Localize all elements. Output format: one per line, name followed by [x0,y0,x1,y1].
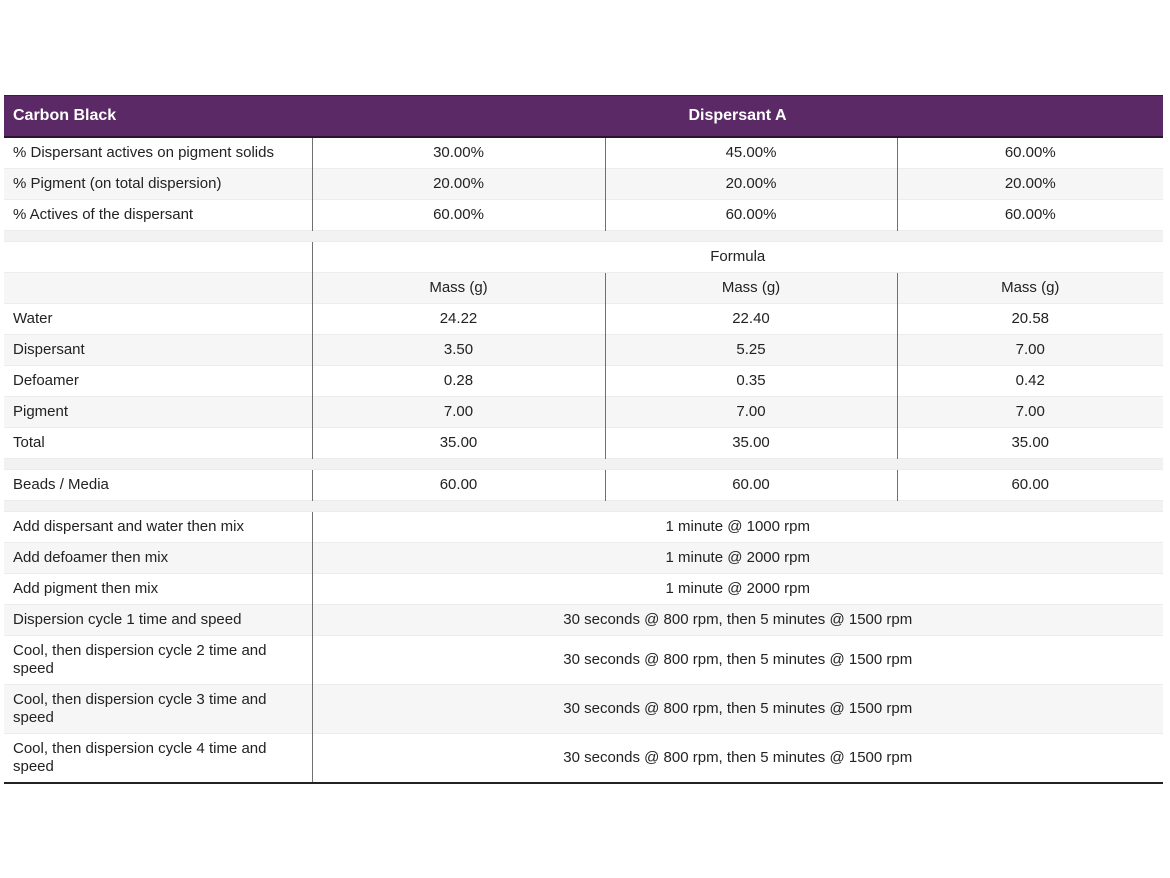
cell-value: 60.00% [312,200,605,231]
cell-value: 3.50 [312,335,605,366]
cell-value: 7.00 [312,397,605,428]
row-label: % Dispersant actives on pigment solids [4,137,312,169]
formulation-table-container [4,95,1163,784]
process-value: 1 minute @ 2000 rpm [312,574,1163,605]
process-row [4,685,1163,734]
ratio-row [4,200,1163,231]
process-row [4,734,1163,784]
cell-value: 60.00% [897,200,1163,231]
formula-total-row [4,428,1163,459]
row-label: Total [4,428,312,459]
row-label: Defoamer [4,366,312,397]
formula-row [4,335,1163,366]
cell-value: 7.00 [897,335,1163,366]
row-label: Add defoamer then mix [4,543,312,574]
cell-value: 20.00% [605,169,897,200]
formulation-table [4,95,1163,784]
row-label: Cool, then dispersion cycle 2 time and speed [4,636,312,685]
row-label: Cool, then dispersion cycle 4 time and speed [4,734,312,784]
row-label: Pigment [4,397,312,428]
process-value: 1 minute @ 2000 rpm [312,543,1163,574]
cell-value: 45.00% [605,137,897,169]
ratio-row [4,137,1163,169]
cell-value: 60.00 [897,470,1163,501]
row-label: % Pigment (on total dispersion) [4,169,312,200]
row-label: Add pigment then mix [4,574,312,605]
process-value: 30 seconds @ 800 rpm, then 5 minutes @ 1500 rpm [312,734,1163,784]
row-label: % Actives of the dispersant [4,200,312,231]
process-value: 30 seconds @ 800 rpm, then 5 minutes @ 1500 rpm [312,636,1163,685]
formula-row [4,366,1163,397]
empty-cell [4,242,312,273]
cell-value: 60.00% [897,137,1163,169]
cell-value: 5.25 [605,335,897,366]
process-row [4,574,1163,605]
formula-title-row [4,242,1163,273]
cell-value: 60.00 [605,470,897,501]
row-label: Dispersion cycle 1 time and speed [4,605,312,636]
cell-value: 60.00% [605,200,897,231]
section-spacer [4,231,1163,242]
row-label: Dispersant [4,335,312,366]
cell-value: 35.00 [312,428,605,459]
mass-header: Mass (g) [605,273,897,304]
row-label: Add dispersant and water then mix [4,512,312,543]
process-value: 30 seconds @ 800 rpm, then 5 minutes @ 1500 rpm [312,685,1163,734]
formula-row [4,397,1163,428]
empty-cell [4,273,312,304]
formula-row [4,304,1163,335]
cell-value: 7.00 [897,397,1163,428]
section-spacer [4,501,1163,512]
cell-value: 7.00 [605,397,897,428]
cell-value: 24.22 [312,304,605,335]
cell-value: 20.00% [897,169,1163,200]
beads-row [4,470,1163,501]
header-pigment-name: Carbon Black [4,96,312,138]
cell-value: 0.28 [312,366,605,397]
process-value: 1 minute @ 1000 rpm [312,512,1163,543]
mass-header: Mass (g) [312,273,605,304]
cell-value: 35.00 [605,428,897,459]
cell-value: 0.42 [897,366,1163,397]
process-row [4,636,1163,685]
row-label: Cool, then dispersion cycle 3 time and speed [4,685,312,734]
header-dispersant-name: Dispersant A [312,96,1163,138]
cell-value: 0.35 [605,366,897,397]
process-row [4,512,1163,543]
cell-value: 60.00 [312,470,605,501]
row-label: Water [4,304,312,335]
table-header-row [4,96,1163,138]
process-row [4,543,1163,574]
cell-value: 35.00 [897,428,1163,459]
section-spacer [4,459,1163,470]
cell-value: 20.00% [312,169,605,200]
ratio-row [4,169,1163,200]
cell-value: 30.00% [312,137,605,169]
process-row [4,605,1163,636]
cell-value: 20.58 [897,304,1163,335]
mass-header-row [4,273,1163,304]
process-value: 30 seconds @ 800 rpm, then 5 minutes @ 1500 rpm [312,605,1163,636]
mass-header: Mass (g) [897,273,1163,304]
cell-value: 22.40 [605,304,897,335]
row-label: Beads / Media [4,470,312,501]
formula-title: Formula [312,242,1163,273]
